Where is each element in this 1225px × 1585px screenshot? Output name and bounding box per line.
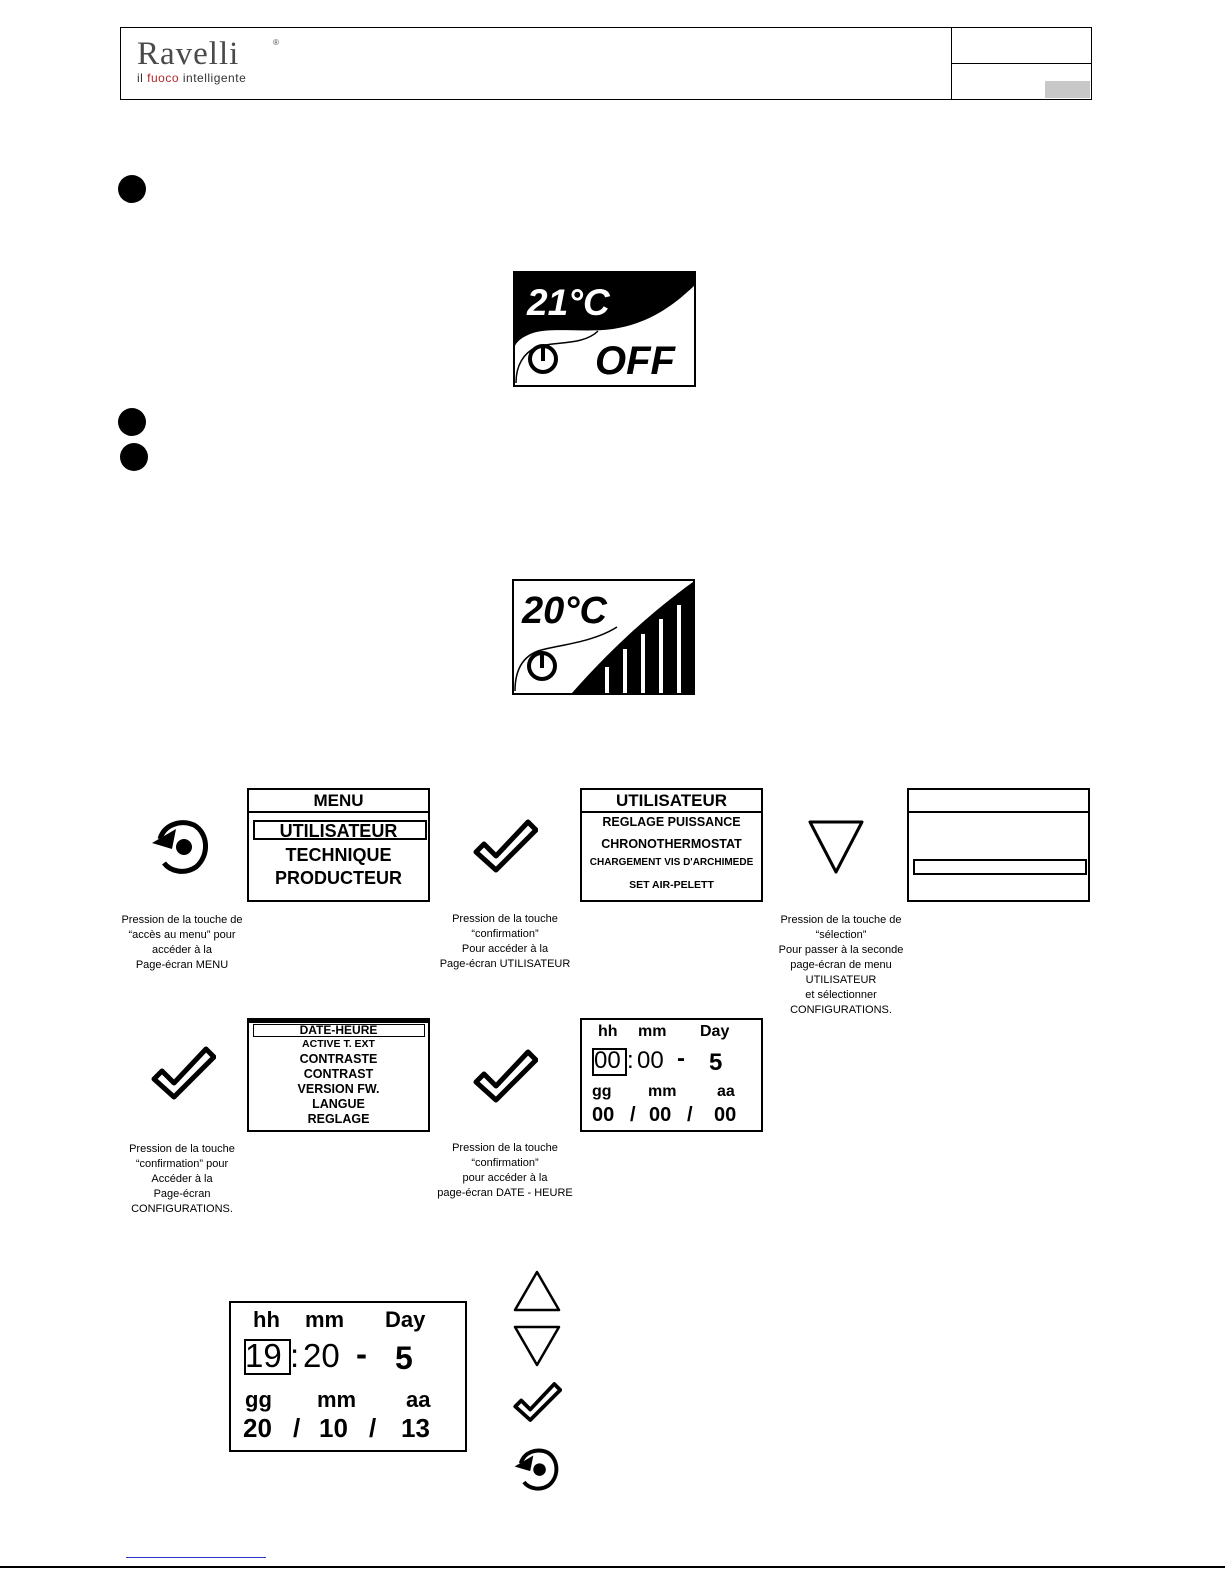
date-time-screen (580, 1018, 763, 1132)
caption-menu-access: Pression de la touche de “accès au menu” pour accéder à la Page-écran MENU (121, 914, 243, 971)
label-aa: aa (717, 1083, 735, 1100)
date-month-value: 10 (319, 1413, 348, 1443)
minute-value: 20 (303, 1337, 340, 1374)
date-slash: / (293, 1413, 301, 1443)
bullet-3 (120, 443, 148, 471)
caption-confirm-config: Pression de la touche “confirmation” pour Accéder à la Page-écran CONFIGURATIONS. (129, 1143, 235, 1215)
display-on (512, 579, 695, 695)
display-on-temp: 20°C (522, 590, 607, 632)
day-dash: - (677, 1045, 685, 1072)
user-item-set-air-pelett: SET AIR-PELETT (629, 879, 714, 891)
config-item-contraste: CONTRASTE (299, 1052, 378, 1066)
confirm-check-icon (512, 1381, 562, 1423)
bullet-2 (118, 408, 146, 436)
label-gg: gg (245, 1387, 272, 1412)
user-item-chargement-vis: CHARGEMENT VIS D'ARCHIMEDE (589, 857, 754, 868)
bullet-1 (118, 175, 146, 203)
config-item-date-heure: DATE-HEURE (299, 1023, 378, 1037)
display-off-state: OFF (595, 339, 675, 383)
config-screen (247, 1018, 430, 1132)
user-item-chronothermostat: CHRONOTHERMOSTAT (601, 837, 742, 851)
caption-selection: Pression de la touche de “sélection” Pour passer à la seconde page-écran de menu UTILISATEUR et sélectionner CONFIGURATIONS. (778, 914, 904, 1016)
config-item-reglage: REGLAGE (307, 1112, 370, 1126)
display-off (513, 271, 696, 387)
page-header (120, 27, 1092, 100)
date-month-value: 00 (649, 1104, 672, 1126)
back-icon (512, 1443, 564, 1493)
label-gg: gg (592, 1083, 612, 1100)
user-screen-title: UTILISATEUR (582, 790, 761, 813)
label-day: Day (700, 1023, 730, 1040)
label-mm: mm (638, 1023, 667, 1040)
date-year-value: 13 (401, 1413, 430, 1443)
selection-down-icon (806, 818, 866, 876)
confirm-check-icon (472, 818, 538, 874)
config-item-contrast: CONTRAST (303, 1067, 374, 1081)
menu-access-icon (150, 813, 214, 877)
time-separator: : (627, 1047, 634, 1074)
header-page-box (1045, 81, 1090, 98)
user-item-reglage-puissance: REGLAGE PUISSANCE (602, 815, 741, 829)
caption-confirm-date: Pression de la touche “confirmation” pour accéder à la page-écran DATE - HEURE (437, 1142, 573, 1199)
label-day: Day (385, 1307, 426, 1332)
down-arrow-icon (512, 1324, 562, 1368)
label-hh: hh (598, 1023, 618, 1040)
caption-confirm-user: Pression de la touche “confirmation” Pour accéder à la Page-écran UTILISATEUR (439, 913, 571, 970)
user-screen-page-2 (907, 788, 1090, 902)
day-value: 5 (709, 1049, 723, 1076)
menu-item-utilisateur: UTILISATEUR (279, 821, 398, 841)
brand-logo: Ravelli (137, 36, 240, 72)
minute-value: 00 (637, 1047, 664, 1074)
footer-rule (0, 1566, 1225, 1568)
user-screen-2-selection-frame (913, 859, 1087, 875)
menu-item-technique: TECHNIQUE (285, 845, 392, 865)
hour-value: 00 (594, 1047, 621, 1074)
config-item-active-t-ext: ACTIVE T. EXT (302, 1038, 375, 1050)
menu-item-producteur: PRODUCTEUR (274, 868, 402, 888)
day-value: 5 (395, 1340, 413, 1376)
time-separator: : (290, 1337, 300, 1374)
config-item-langue: LANGUE (312, 1097, 365, 1111)
label-mm-date: mm (648, 1083, 677, 1100)
day-dash: - (356, 1335, 367, 1372)
date-time-screen-edit (229, 1301, 467, 1452)
menu-screen-title: MENU (249, 790, 428, 813)
confirm-check-icon (472, 1048, 538, 1104)
hour-value: 19 (245, 1337, 282, 1374)
date-year-value: 00 (714, 1104, 737, 1126)
date-slash: / (369, 1413, 377, 1443)
menu-screen (247, 788, 430, 902)
footer-link[interactable] (126, 1557, 266, 1558)
brand-registered-mark: ® (273, 38, 279, 47)
confirm-check-icon (150, 1045, 216, 1101)
up-arrow-icon (512, 1269, 562, 1313)
label-aa: aa (406, 1387, 431, 1412)
date-day-value: 20 (243, 1413, 272, 1443)
date-day-value: 00 (592, 1104, 615, 1126)
user-screen (580, 788, 763, 902)
label-mm: mm (305, 1307, 345, 1332)
date-slash: / (630, 1104, 636, 1126)
label-mm-date: mm (317, 1387, 357, 1412)
label-hh: hh (253, 1307, 280, 1332)
config-item-version-fw: VERSION FW. (297, 1082, 380, 1096)
user-screen-2-title-rule (909, 811, 1088, 813)
header-cell-divider (951, 63, 1092, 64)
brand-tagline: il fuoco intelligente (137, 71, 247, 85)
display-off-temp: 21°C (527, 282, 610, 323)
date-slash: / (687, 1104, 693, 1126)
